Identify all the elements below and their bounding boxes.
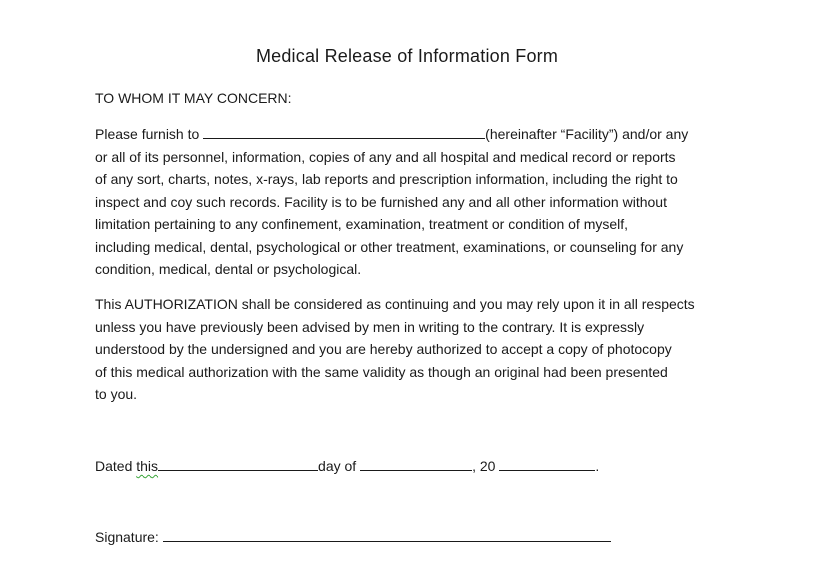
facility-suffix: (hereinafter “Facility”) and/or any bbox=[485, 126, 689, 142]
paragraph-line: limitation pertaining to any confinement, examination, treatment or condition of myself, bbox=[95, 216, 629, 232]
paragraph-line bbox=[95, 123, 721, 146]
paragraph-authorization bbox=[95, 293, 721, 406]
dated-label: Dated bbox=[95, 458, 137, 474]
year-prefix-label: , 20 bbox=[472, 458, 500, 474]
paragraph-line: inspect and coy such records. Facility is to be furnished any and all other information without bbox=[95, 193, 667, 210]
dated-line bbox=[95, 456, 599, 474]
paragraph-line: including medical, dental, psychological or other treatment, examinations, or counseling for any bbox=[95, 238, 684, 255]
salutation: TO WHOM IT MAY CONCERN: bbox=[95, 90, 292, 106]
month-blank[interactable] bbox=[360, 456, 472, 471]
paragraph-line: or all of its personnel, information, copies of any and all hospital and medical record or reports bbox=[95, 148, 676, 165]
paragraph-line: of any sort, charts, notes, x-rays, lab reports and prescription information, including the right to bbox=[95, 171, 678, 187]
dated-period: . bbox=[595, 458, 600, 474]
paragraph-line: condition, medical, dental or psychological. bbox=[95, 261, 362, 277]
paragraph-line: of this medical authorization with the same validity as though an original had been presented bbox=[95, 363, 668, 380]
facility-name-blank[interactable] bbox=[203, 124, 485, 139]
paragraph-line: This AUTHORIZATION shall be considered as continuing and you may rely upon it in all respects bbox=[95, 296, 695, 312]
day-of-label: day of bbox=[318, 458, 361, 474]
signature-blank[interactable] bbox=[163, 527, 611, 542]
paragraph-line: unless you have previously been advised by men in writing to the contrary. It is expressly bbox=[95, 318, 645, 335]
form-title: Medical Release of Information Form bbox=[255, 46, 559, 66]
furnish-label: Please furnish to bbox=[95, 126, 204, 142]
signature-label: Signature: bbox=[95, 529, 163, 545]
signature-line bbox=[95, 527, 611, 545]
year-blank[interactable] bbox=[499, 456, 595, 471]
paragraph-line: to you. bbox=[95, 386, 138, 402]
paragraph-line: understood by the undersigned and you are hereby authorized to accept a copy of photocopy bbox=[95, 341, 672, 357]
paragraph-request bbox=[95, 123, 721, 281]
dated-this-word: this bbox=[136, 458, 159, 474]
day-blank[interactable] bbox=[158, 456, 318, 471]
